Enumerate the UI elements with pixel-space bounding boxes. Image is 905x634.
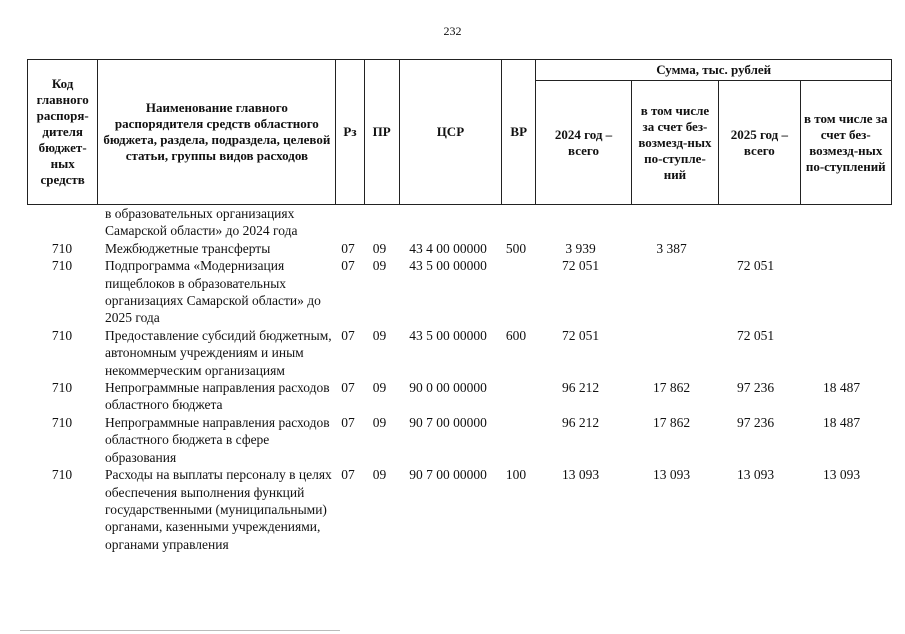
table-row — [27, 414, 892, 466]
cell-rz: 07 — [341, 380, 355, 396]
cell-2024-gratuitous: 13 093 — [652, 467, 691, 483]
cell-2024-total: 13 093 — [561, 467, 600, 483]
header-rz: Рз — [336, 60, 364, 205]
cell-csr — [397, 205, 499, 240]
table-row — [27, 205, 892, 240]
cell-csr: 90 7 00 00000 — [409, 467, 487, 483]
header-vr: ВР — [502, 60, 536, 205]
cell-pr: 09 — [372, 327, 387, 343]
cell-2025-gratuitous — [796, 257, 887, 327]
table-row — [27, 240, 892, 257]
cell-name: Непрограммные направления расходов областного бюджета в сфере образования — [105, 414, 330, 465]
table-row — [27, 379, 892, 414]
cell-2025-total: 72 051 — [736, 327, 775, 343]
cell-name: Непрограммные направления расходов областного бюджета — [105, 380, 330, 413]
cell-2025-total — [715, 240, 796, 257]
cell-name: Подпрограмма «Модернизация пищеблоков в образовательных организациях Самарской области» до 2025 года — [105, 258, 321, 326]
cell-rz: 07 — [341, 467, 355, 483]
cell-2024-gratuitous — [628, 257, 715, 327]
cell-vr — [499, 205, 533, 240]
cell-2025-gratuitous — [796, 240, 887, 257]
page-number: 232 — [443, 24, 462, 38]
cell-2024-gratuitous: 3 387 — [656, 240, 687, 256]
header-2024-total: 2024 год – всего — [536, 81, 631, 205]
cell-name: Расходы на выплаты персоналу в целях обеспечения выполнения функций государственными (муниципальными) органами, казенными учреждениями, органами управления — [105, 467, 332, 552]
cell-rz: 07 — [341, 414, 355, 430]
cell-code: 710 — [51, 327, 73, 343]
table-row — [27, 466, 892, 553]
table-body — [27, 205, 892, 553]
cell-csr: 43 5 00 00000 — [409, 327, 487, 343]
cell-2024-gratuitous: 17 862 — [652, 380, 691, 396]
header-sum-title: Сумма, тыс. рублей — [536, 60, 892, 81]
cell-code: 710 — [51, 467, 73, 483]
cell-2025-gratuitous — [796, 205, 887, 240]
cell-2024-total: 3 939 — [565, 240, 596, 256]
cell-code — [27, 205, 97, 240]
cell-csr: 43 5 00 00000 — [409, 258, 487, 274]
cell-pr: 09 — [372, 240, 387, 256]
cell-2024-gratuitous — [628, 327, 715, 379]
cell-rz: 07 — [341, 327, 355, 343]
cell-2024-total — [533, 205, 628, 240]
cell-2025-total: 13 093 — [736, 467, 775, 483]
cell-pr — [362, 205, 397, 240]
cell-name: Межбюджетные трансферты — [105, 240, 271, 256]
cell-2024-gratuitous — [628, 205, 715, 240]
cell-2024-total: 96 212 — [561, 380, 600, 396]
header-csr: ЦСР — [399, 60, 501, 205]
cell-code: 710 — [51, 240, 73, 256]
cell-2025-gratuitous — [796, 327, 887, 379]
cell-pr: 09 — [372, 467, 387, 483]
bottom-rule — [20, 630, 340, 631]
cell-2025-total — [715, 205, 796, 240]
cell-rz: 07 — [341, 258, 355, 274]
header-2024-gratuitous: в том числе за счет без-возмезд-ных по-ступле-ний — [631, 81, 718, 205]
cell-2025-total: 97 236 — [736, 380, 775, 396]
cell-2024-total: 72 051 — [561, 258, 600, 274]
cell-code: 710 — [51, 380, 73, 396]
cell-2025-gratuitous: 18 487 — [822, 380, 861, 396]
cell-2024-total: 96 212 — [561, 414, 600, 430]
cell-2025-gratuitous: 13 093 — [822, 467, 861, 483]
cell-vr: 500 — [505, 240, 527, 256]
cell-name: Предоставление субсидий бюджетным, автономным учреждениям и иным некоммерческим организациям — [105, 327, 332, 378]
cell-rz: 07 — [341, 240, 355, 256]
cell-vr: 600 — [505, 327, 527, 343]
table-row — [27, 257, 892, 327]
cell-vr — [499, 414, 533, 466]
cell-rz — [334, 205, 362, 240]
cell-name: в образовательных организациях Самарской области» до 2024 года — [105, 206, 298, 239]
cell-vr — [499, 257, 533, 327]
cell-code: 710 — [51, 414, 73, 430]
header-name: Наименование главного распорядителя средств областного бюджета, раздела, подраздела, целевой статьи, группы видов расходов — [98, 60, 336, 205]
cell-pr: 09 — [372, 414, 387, 430]
cell-2024-total: 72 051 — [561, 327, 600, 343]
cell-2025-gratuitous: 18 487 — [822, 414, 861, 430]
cell-2025-total: 97 236 — [736, 414, 775, 430]
cell-pr: 09 — [372, 380, 387, 396]
cell-csr: 90 0 00 00000 — [409, 380, 487, 396]
cell-vr — [499, 379, 533, 414]
cell-pr: 09 — [372, 258, 387, 274]
cell-csr: 90 7 00 00000 — [409, 414, 487, 430]
cell-2025-total: 72 051 — [736, 258, 775, 274]
cell-code: 710 — [51, 258, 73, 274]
header-code: Код главного распоря-дителя бюджет-ных средств — [28, 60, 98, 205]
header-2025-total: 2025 год – всего — [719, 81, 800, 205]
table-row — [27, 327, 892, 379]
cell-2024-gratuitous: 17 862 — [652, 414, 691, 430]
cell-vr: 100 — [505, 467, 527, 483]
header-pr: ПР — [364, 60, 399, 205]
table-header — [27, 59, 892, 205]
header-2025-gratuitous: в том числе за счет без-возмезд-ных по-ступлений — [800, 81, 891, 205]
cell-csr: 43 4 00 00000 — [409, 240, 487, 256]
